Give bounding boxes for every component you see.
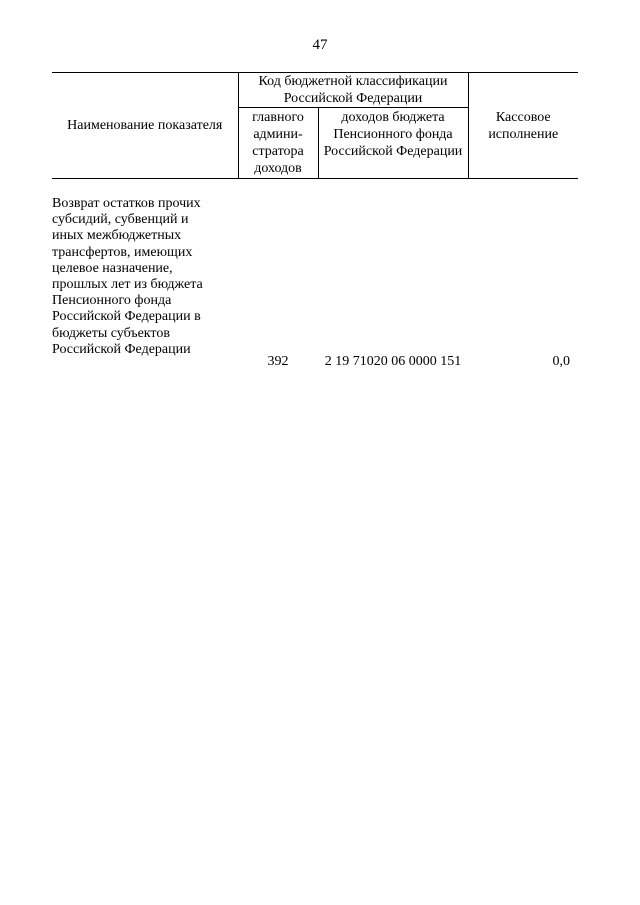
table-header [52,72,578,179]
classification-code-header: Код бюджетной классификации Российской Федерации [238,73,468,108]
chief-administrator-code: 392 [267,353,289,369]
indicator-name: Возврат остатков прочих субсидий, субвенций и иных межбюджетных трансфертов, имеющих целевое назначение, прошлых лет из бюджета Пенсионного фонда Российской Федерации в бюджеты субъектов Российской Федерации [52,196,203,357]
indicator-name-header: Наименование показателя [52,73,238,179]
pension-fund-income-header: доходов бюджета Пенсионного фонда Российской Федерации [318,108,468,179]
table-row [52,196,578,376]
page-number: 47 [312,37,328,53]
income-classification-code: 2 19 71020 06 0000 151 [324,353,462,369]
chief-administrator-header: главного админи- стратора доходов [238,108,318,179]
cash-execution-amount: 0,0 [552,353,570,369]
cash-execution-header: Кассовое исполнение [468,73,578,179]
